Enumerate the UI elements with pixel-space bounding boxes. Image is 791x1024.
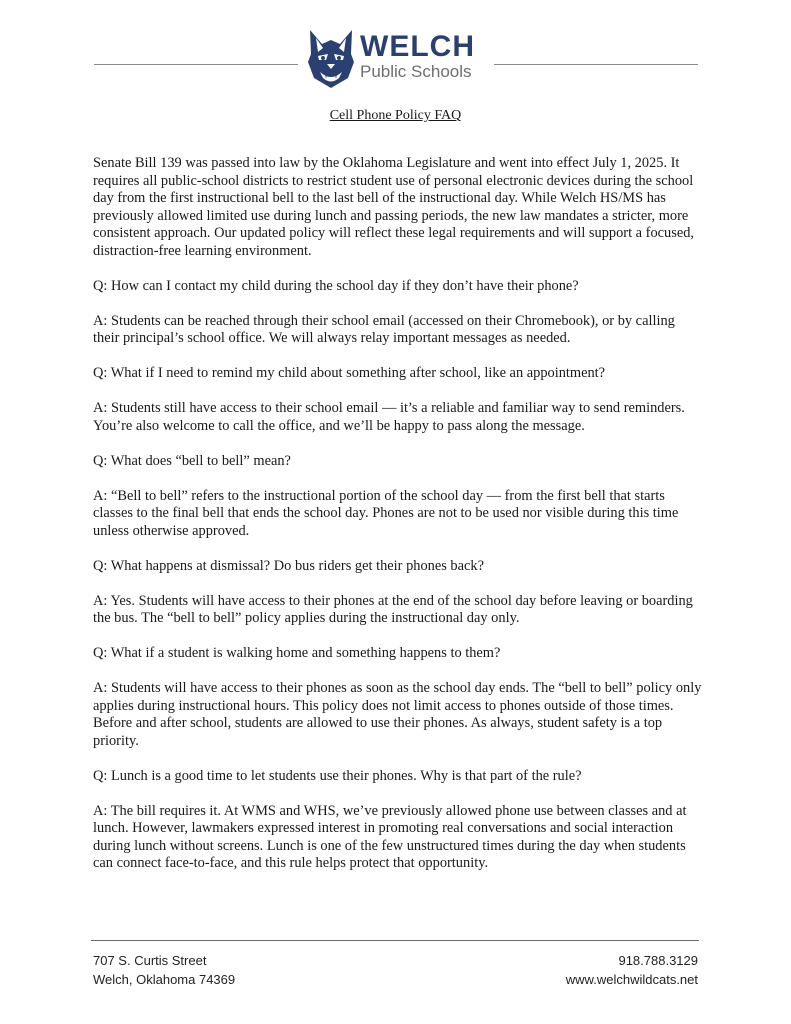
faq-question: Q: What if a student is walking home and something happens to them? [93, 645, 501, 661]
faq-question: Q: What happens at dismissal? Do bus riders get their phones back? [93, 557, 484, 574]
faq-answer: A: Students will have access to their phones as soon as the school day ends. The “bell to bell” policy only applies during instructional hours. This policy does not limit access to phones outside of those times. Before and after school, students are allowed to use their phones. As always, student safety is a top priority. [93, 680, 702, 749]
website-link[interactable]: www.welchwildcats.net [565, 972, 698, 987]
document-body [93, 155, 703, 890]
faq-answer: A: “Bell to bell” refers to the instructional portion of the school day — from the first bell that starts classes to the final bell that ends the school day. Phones are not to be used nor visible during this time unless otherwise approved. [93, 487, 679, 539]
footer-address [93, 951, 235, 989]
document-title: Cell Phone Policy FAQ [329, 108, 462, 123]
faq-question: Q: What if I need to remind my child about something after school, like an appointment? [93, 365, 606, 381]
phone-number: 918.788.3129 [618, 953, 698, 968]
logo-wordmark [360, 32, 475, 81]
footer-rule [91, 940, 699, 941]
logo-subtitle: Public Schools [360, 62, 472, 81]
faq-answer: A: The bill requires it. At WMS and WHS, we’ve previously allowed phone use between classes and at lunch. However, lawmakers expressed interest in promoting real conversations and social interaction during lunch without screens. Lunch is one of the few unstructured times during the day when students can connect face-to-face, and this rule helps protect that opportunity. [93, 802, 687, 871]
faq-answer: A: Students still have access to their school email — it’s a reliable and familiar way to send reminders. You’re also welcome to call the office, and we’ll be happy to pass along the message. [93, 400, 685, 434]
faq-question: Q: Lunch is a good time to let students use their phones. Why is that part of the rule? [93, 767, 582, 784]
address-street: 707 S. Curtis Street [93, 953, 207, 968]
faq-question: Q: What does “bell to bell” mean? [93, 452, 291, 469]
logo-name: WELCH [360, 30, 475, 63]
header-rule-left [94, 64, 298, 65]
faq-answer: A: Yes. Students will have access to their phones at the end of the school day before leaving or boarding the bus. The “bell to bell” policy applies during the instructional day only. [93, 592, 693, 626]
intro-paragraph: Senate Bill 139 was passed into law by the Oklahoma Legislature and went into effect July 1, 2025. It requires all public-school districts to restrict student use of personal electronic devices during the school day from the first instructional bell to the last bell of the instructional day. While Welch HS/MS has previously allowed limited use during lunch and passing periods, the new law mandates a stricter, more consistent approach. Our updated policy will reflect these legal requirements and will support a focused, distraction-free learning environment. [93, 155, 695, 259]
faq-answer: A: Students can be reached through their school email (accessed on their Chromebook), or by calling their principal’s school office. We will always relay important messages as needed. [93, 312, 675, 346]
letterhead [0, 26, 791, 96]
address-city: Welch, Oklahoma 74369 [93, 972, 236, 987]
header-rule-right [494, 64, 698, 65]
footer-contact [566, 951, 698, 989]
faq-question: Q: How can I contact my child during the school day if they don’t have their phone? [93, 277, 579, 294]
wildcat-logo-icon [304, 28, 358, 90]
